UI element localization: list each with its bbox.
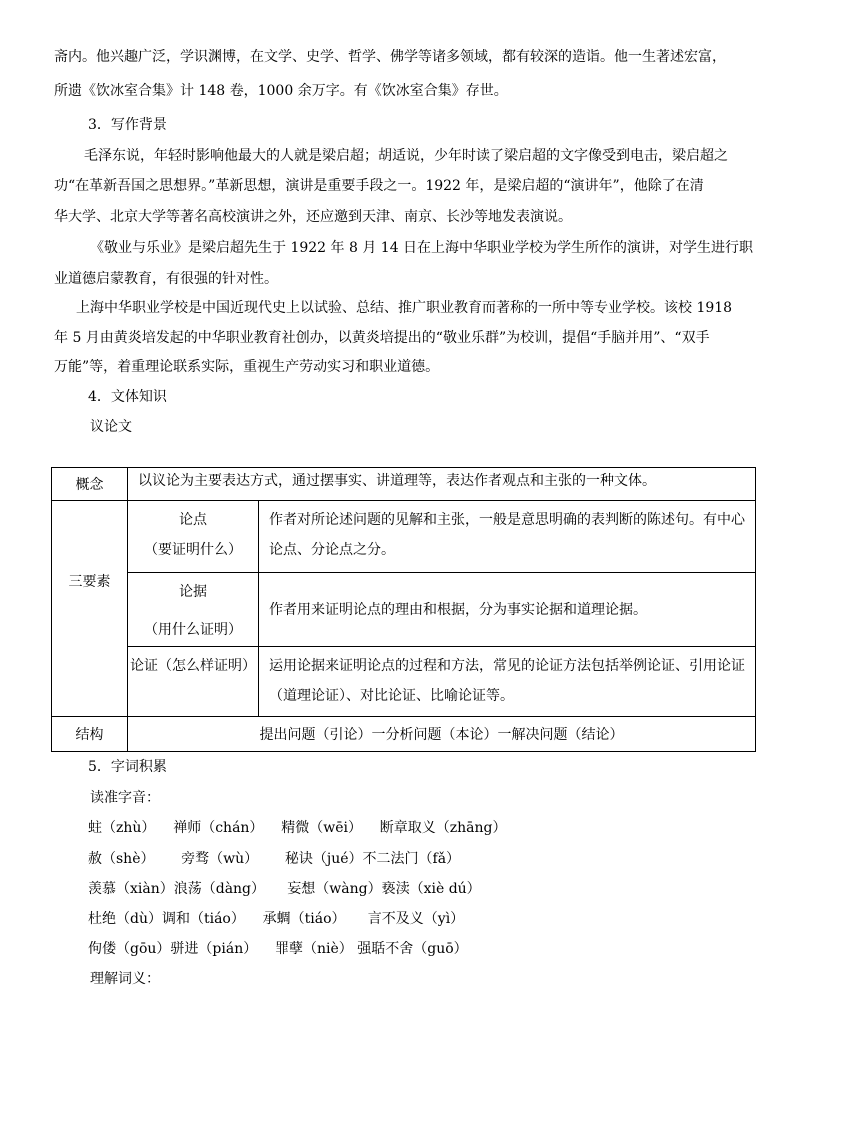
- section-3-heading: 3．写作背景: [88, 117, 167, 133]
- lundian-text-cell: [259, 501, 756, 573]
- lunju-text: 作者用来证明论点的理由和根据，分为事实论据和道理论据。: [269, 601, 647, 618]
- table-row-structure: [52, 717, 756, 752]
- table-row-lunju: [52, 573, 756, 647]
- section-5-heading: 5．字词积累: [88, 759, 167, 775]
- lunzheng-title-cell: [128, 647, 259, 717]
- background-p3-line-2: 年 5 月由黄炎培发起的中华职业教育社创办，以黄炎培提出的“敬业乐群”为校训，提倡“手脑并用”、“双手: [54, 330, 710, 346]
- meaning-label: 理解词义：: [90, 971, 160, 987]
- background-p3-line-3: 万能”等，着重理论联系实际，重视生产劳动实习和职业道德。: [54, 359, 440, 375]
- section-4-heading: 4．文体知识: [88, 389, 167, 405]
- pinyin-row-1: 蛀（zhù） 禅师（chán） 精微（wēi） 断章取义（zhāng）: [88, 820, 507, 836]
- table-row-lunzheng: [52, 647, 756, 717]
- pinyin-row-4: 杜绝（dù）调和（tiáo） 承蜩（tiáo） 言不及义（yì）: [88, 911, 465, 927]
- structure-text-cell: [128, 717, 756, 752]
- background-p1-line-3: 华大学、北京大学等著名高校演讲之外，还应邀到天津、南京、长沙等地发表演说。: [54, 209, 572, 225]
- lunju-title-cell: [128, 573, 259, 647]
- lunzheng-text: 运用论据来证明论点的过程和方法，常见的论证方法包括举例论证、引用论证（道理论证）、对比论证、比喻论证等。: [269, 658, 745, 704]
- pinyin-row-5: 佝偻（gōu）骈进（pián） 罪孽（niè） 强聒不舍（guō）: [88, 941, 468, 957]
- argumentative-essay-table: [51, 467, 756, 752]
- elements-label-cell: [52, 501, 128, 717]
- lundian-title-cell: [128, 501, 259, 573]
- structure-label-cell: [52, 717, 128, 752]
- background-p2-line-1: 《敬业与乐业》是梁启超先生于 1922 年 8 月 14 日在上海中华职业学校为学生所作的演讲，对学生进行职: [90, 240, 754, 256]
- intro-line-1: 斋内。他兴趣广泛，学识渊博，在文学、史学、哲学、佛学等诸多领域，都有较深的造诣。他一生著述宏富，: [54, 49, 726, 65]
- lundian-sub: （要证明什么）: [144, 542, 242, 558]
- lunju-title: 论据: [179, 584, 207, 600]
- lundian-title: 论点: [179, 512, 207, 528]
- intro-line-2: 所遗《饮冰室合集》计 148 卷，1000 余万字。有《饮冰室合集》存世。: [54, 83, 508, 99]
- pinyin-row-2: 赦（shè） 旁骛（wù） 秘诀（jué）不二法门（fǎ）: [88, 851, 461, 867]
- pronounce-label: 读准字音：: [90, 790, 160, 806]
- pinyin-row-3: 羡慕（xiàn）浪荡（dàng） 妄想（wàng）亵渎（xiè dú）: [88, 881, 481, 897]
- background-p3-line-1: 上海中华职业学校是中国近现代史上以试验、总结、推广职业教育而著称的一所中等专业学校。该校 1918: [76, 300, 733, 316]
- structure-text: 提出问题（引论）一分析问题（本论）一解决问题（结论）: [259, 727, 624, 743]
- background-p1-line-2: 功“在革新吾国之思想界。”革新思想，演讲是重要手段之一。1922 年，是梁启超的“演讲年”，他除了在清: [54, 178, 704, 194]
- lunju-text-cell: [259, 573, 756, 647]
- concept-label: 概念: [75, 477, 104, 493]
- lunju-sub: （用什么证明）: [144, 622, 242, 638]
- table-row-lundian: [52, 501, 756, 573]
- lundian-text: 作者对所论述问题的见解和主张，一般是意思明确的表判断的陈述句。有中心论点、分论点之分。: [269, 512, 745, 558]
- lunzheng-text-cell: [259, 647, 756, 717]
- background-p2-line-2: 业道德启蒙教育，有很强的针对性。: [54, 271, 278, 287]
- concept-label-cell: [52, 468, 128, 501]
- table-row-concept: [52, 468, 756, 501]
- structure-label: 结构: [75, 727, 104, 743]
- concept-text-cell: [128, 468, 756, 501]
- genre-subheading: 议论文: [90, 419, 132, 435]
- lunzheng-title: 论证（怎么样证明）: [130, 658, 256, 674]
- elements-label: 三要素: [68, 574, 111, 590]
- concept-text: 以议论为主要表达方式，通过摆事实、讲道理等，表达作者观点和主张的一种文体。: [138, 473, 656, 489]
- background-p1-line-1: 毛泽东说，年轻时影响他最大的人就是梁启超；胡适说，少年时读了梁启超的文字像受到电击，梁启超之: [84, 148, 728, 164]
